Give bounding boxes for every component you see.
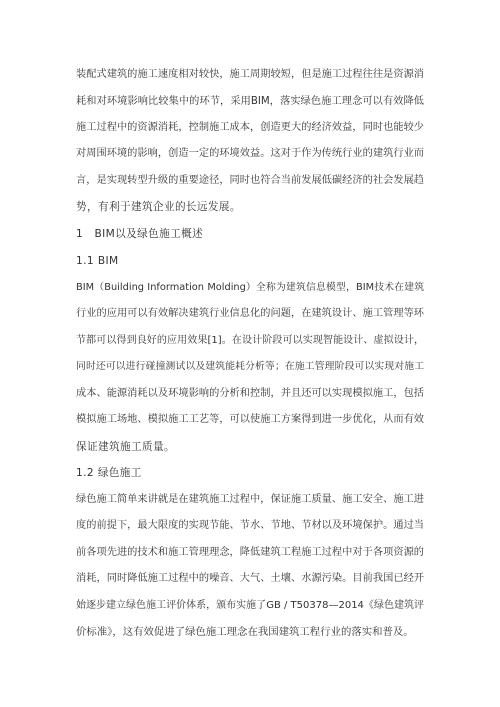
paragraph-line: 对周围环境的影响，创造一定的环境效益。这对于作为传统行业的建筑行业而: [76, 148, 424, 159]
paragraph-line: 绿色施工简单来讲就是在建筑施工过程中，保证施工质量、施工安全、施工进: [76, 494, 424, 505]
subsection-heading: 1.1 BIM: [76, 255, 119, 267]
paragraph-line: 行业的应用可以有效解决建筑行业信息化的问题，在建筑设计、施工管理等环: [76, 308, 424, 319]
paragraph-line: 消耗，同时降低施工过程中的噪音、大气、土壤、水源污染。目前我国已经开: [76, 573, 424, 584]
paragraph-line: 保证建筑施工质量。: [76, 441, 175, 453]
paragraph-line: 言，是实现转型升级的重要途径，同时也符合当前发展低碳经济的社会发展趋: [76, 175, 424, 186]
subsection-heading: 1.2 绿色施工: [76, 467, 142, 479]
paragraph-line: 前各项先进的技术和施工管理理念，降低建筑工程施工过程中对于各项资源的: [76, 547, 424, 558]
section-heading: 1 BIM以及绿色施工概述: [76, 228, 204, 240]
paragraph-line: 价标准》，这有效促进了绿色施工理念在我国建筑工程行业的落实和普及。: [76, 626, 414, 638]
paragraph-line: 装配式建筑的施工速度相对较快，施工周期较短，但是施工过程往往是资源消: [76, 69, 424, 80]
paragraph-line: BIM（Building Information Molding）全称为建筑信息模型，BIM技术在建筑: [76, 282, 424, 293]
paragraph-line: 耗和对环境影响比较集中的环节，采用BIM，落实绿色施工理念可以有效降低: [76, 96, 424, 107]
paragraph-line: 成本、能源消耗以及环境影响的分析和控制，并且还可以实现模拟施工，包括: [76, 388, 424, 399]
paragraph-line: 模拟施工场地、模拟施工工艺等，可以使施工方案得到进一步优化，从而有效: [76, 414, 424, 425]
paragraph-line: 节都可以得到良好的应用效果[1]。在设计阶段可以实现智能设计、虚拟设计，: [76, 335, 424, 346]
paragraph-line: 同时还可以进行碰撞测试以及建筑能耗分析等；在施工管理阶段可以实现对施工: [76, 361, 424, 372]
paragraph-line: 始逐步建立绿色施工评价体系，颁布实施了GB / T50378—2014《绿色建筑评: [76, 600, 424, 611]
paragraph-line: 施工过程中的资源消耗，控制施工成本，创造更大的经济效益，同时也能较少: [76, 122, 424, 133]
paragraph-line: 势，有利于建筑企业的长远发展。: [76, 201, 241, 213]
paragraph-line: 度的前提下，最大限度的实现节能、节水、节地、节材以及环境保护。通过当: [76, 520, 424, 531]
